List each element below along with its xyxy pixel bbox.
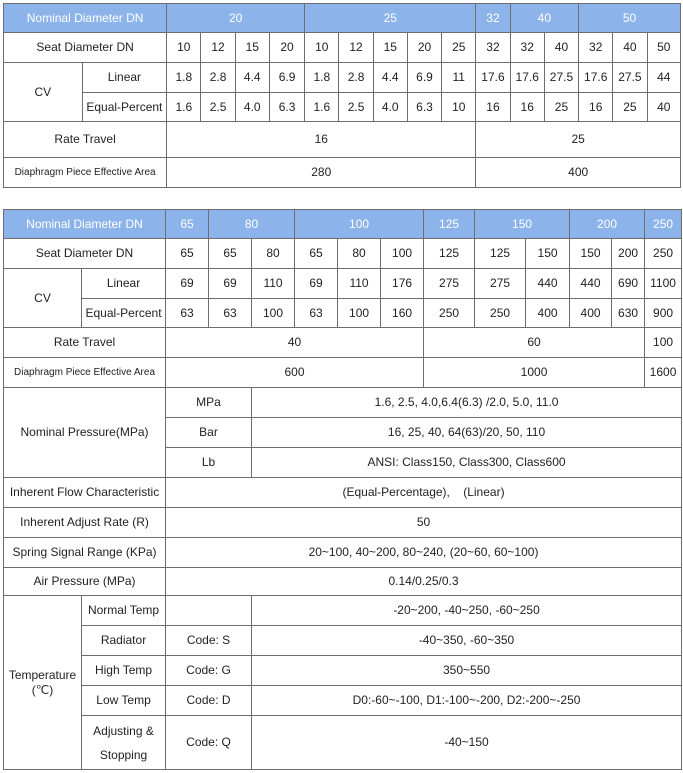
cv-equal-row: [4, 93, 681, 122]
dn-group-header: 25: [305, 4, 476, 33]
inherent-adjust-row: [4, 508, 682, 538]
cv-equal-label: Equal-Percent: [82, 299, 166, 328]
diaphragm-row: [4, 158, 681, 188]
cv-equal-value: 25: [544, 93, 578, 122]
cv-linear-value: 110: [338, 269, 381, 299]
temperature-row: [4, 596, 682, 626]
temp-type: High Temp: [82, 656, 166, 686]
temp-value: 350~550: [252, 656, 682, 686]
seat-value: 200: [612, 239, 645, 269]
diaphragm-label: Diaphragm Piece Effective Area: [4, 358, 166, 388]
seat-value: 150: [526, 239, 570, 269]
seat-value: 12: [201, 33, 235, 63]
cv-linear-value: 69: [295, 269, 338, 299]
cv-equal-value: 6.3: [407, 93, 441, 122]
temp-code: Code: Q: [166, 716, 252, 770]
seat-value: 32: [510, 33, 544, 63]
temperature-row: [4, 716, 682, 770]
dn-group-header: 32: [476, 4, 510, 33]
cv-linear-value: 11: [442, 63, 476, 93]
cv-equal-value: 250: [424, 299, 475, 328]
rate-travel-value: 60: [424, 328, 645, 358]
cv-linear-value: 4.4: [235, 63, 269, 93]
temperature-title: Temperature: [8, 667, 77, 682]
spring-signal-value: 20~100, 40~200, 80~240, (20~60, 60~100): [166, 538, 682, 568]
seat-diameter-label: Seat Diameter DN: [4, 33, 167, 63]
seat-value: 25: [442, 33, 476, 63]
temp-value: -40~350, -60~350: [252, 626, 682, 656]
cv-equal-value: 16: [476, 93, 510, 122]
cv-equal-value: 400: [526, 299, 570, 328]
cv-linear-value: 2.8: [201, 63, 235, 93]
temp-type: Low Temp: [82, 686, 166, 716]
temp-value: -20~200, -40~250, -60~250: [252, 596, 682, 626]
cv-equal-value: 1.6: [167, 93, 201, 122]
seat-value: 65: [166, 239, 209, 269]
temp-value: D0:-60~-100, D1:-100~-200, D2:-200~-250: [252, 686, 682, 716]
rate-travel-row: [4, 328, 682, 358]
nominal-diameter-header: Nominal Diameter DN: [4, 210, 166, 239]
cv-equal-value: 4.0: [373, 93, 407, 122]
cv-linear-value: 69: [166, 269, 209, 299]
seat-value: 15: [235, 33, 269, 63]
dn-group-header: 125: [424, 210, 475, 239]
rate-travel-row: [4, 122, 681, 158]
seat-diameter-row: [4, 239, 682, 269]
temperature-row: [4, 626, 682, 656]
temperature-row: [4, 686, 682, 716]
cv-linear-value: 27.5: [613, 63, 647, 93]
cv-equal-value: 400: [570, 299, 612, 328]
inherent-flow-value: (Equal-Percentage), (Linear): [166, 478, 682, 508]
pressure-unit: MPa: [166, 388, 252, 418]
diaphragm-value: 280: [167, 158, 476, 188]
cv-linear-value: 1100: [645, 269, 682, 299]
cv-linear-value: 6.9: [269, 63, 304, 93]
diaphragm-label: Diaphragm Piece Effective Area: [4, 158, 167, 188]
header-row: [4, 210, 682, 239]
rate-travel-value: 100: [645, 328, 682, 358]
pressure-unit: Lb: [166, 448, 252, 478]
cv-equal-value: 2.5: [201, 93, 235, 122]
seat-value: 20: [407, 33, 441, 63]
dn-group-header: 65: [166, 210, 209, 239]
rate-travel-value: 25: [476, 122, 681, 158]
seat-value: 12: [339, 33, 373, 63]
cv-equal-value: 6.3: [269, 93, 304, 122]
cv-linear-value: 27.5: [544, 63, 578, 93]
temp-value: -40~150: [252, 716, 682, 770]
temp-code: Code: D: [166, 686, 252, 716]
cv-equal-value: 40: [647, 93, 680, 122]
cv-linear-value: 69: [209, 269, 252, 299]
temp-type: Adjusting & Stopping: [82, 716, 166, 770]
cv-linear-label: Linear: [82, 63, 167, 93]
seat-value: 80: [338, 239, 381, 269]
nominal-pressure-label: Nominal Pressure(MPa): [4, 388, 166, 478]
diaphragm-row: [4, 358, 682, 388]
dn-group-header: 200: [570, 210, 645, 239]
inherent-flow-row: [4, 478, 682, 508]
seat-value: 40: [613, 33, 647, 63]
cv-linear-label: Linear: [82, 269, 166, 299]
cv-equal-value: 2.5: [339, 93, 373, 122]
cv-equal-value: 63: [166, 299, 209, 328]
cv-equal-value: 4.0: [235, 93, 269, 122]
cv-linear-value: 275: [475, 269, 526, 299]
cv-linear-value: 690: [612, 269, 645, 299]
cv-equal-value: 10: [442, 93, 476, 122]
cv-equal-value: 100: [252, 299, 295, 328]
cv-equal-value: 1.6: [305, 93, 339, 122]
cv-equal-value: 63: [209, 299, 252, 328]
dn-group-header: 100: [295, 210, 424, 239]
cv-linear-value: 275: [424, 269, 475, 299]
inherent-flow-label: Inherent Flow Characteristic: [4, 478, 166, 508]
temp-type: Radiator: [82, 626, 166, 656]
cv-linear-value: 6.9: [407, 63, 441, 93]
seat-value: 32: [476, 33, 510, 63]
diaphragm-value: 1600: [645, 358, 682, 388]
diaphragm-value: 400: [476, 158, 681, 188]
cv-linear-value: 44: [647, 63, 680, 93]
seat-value: 10: [305, 33, 339, 63]
cv-linear-row: [4, 63, 681, 93]
pressure-value: 16, 25, 40, 64(63)/20, 50, 110: [252, 418, 682, 448]
temperature-unit: (℃): [31, 682, 54, 697]
cv-linear-value: 176: [381, 269, 424, 299]
cv-label: CV: [4, 63, 83, 122]
seat-value: 40: [544, 33, 578, 63]
cv-equal-value: 63: [295, 299, 338, 328]
seat-diameter-label: Seat Diameter DN: [4, 239, 166, 269]
diaphragm-value: 1000: [424, 358, 645, 388]
inherent-adjust-value: 50: [166, 508, 682, 538]
header-row: [4, 4, 681, 33]
diaphragm-value: 600: [166, 358, 424, 388]
temperature-label: [4, 596, 82, 770]
temp-code: Code: G: [166, 656, 252, 686]
air-pressure-row: [4, 568, 682, 596]
cv-equal-value: 630: [612, 299, 645, 328]
cv-linear-value: 110: [252, 269, 295, 299]
cv-linear-value: 440: [526, 269, 570, 299]
inherent-adjust-label: Inherent Adjust Rate (R): [4, 508, 166, 538]
cv-equal-value: 25: [613, 93, 647, 122]
seat-value: 65: [295, 239, 338, 269]
cv-linear-value: 1.8: [305, 63, 339, 93]
air-pressure-label: Air Pressure (MPa): [4, 568, 166, 596]
pressure-unit: Bar: [166, 418, 252, 448]
temp-code: Code: S: [166, 626, 252, 656]
dn-group-header: 250: [645, 210, 682, 239]
cv-linear-value: 17.6: [510, 63, 544, 93]
rate-travel-label: Rate Travel: [4, 122, 167, 158]
pressure-value: 1.6, 2.5, 4.0,6.4(6.3) /2.0, 5.0, 11.0: [252, 388, 682, 418]
cv-linear-value: 17.6: [476, 63, 510, 93]
temp-type: Normal Temp: [82, 596, 166, 626]
temp-code: [166, 596, 252, 626]
spec-table-large-dn: [3, 209, 682, 770]
seat-value: 150: [570, 239, 612, 269]
cv-equal-value: 160: [381, 299, 424, 328]
spring-signal-row: [4, 538, 682, 568]
cv-equal-value: 16: [510, 93, 544, 122]
dn-group-header: 150: [475, 210, 570, 239]
cv-linear-value: 2.8: [339, 63, 373, 93]
cv-equal-label: Equal-Percent: [82, 93, 167, 122]
pressure-value: ANSI: Class150, Class300, Class600: [252, 448, 682, 478]
dn-group-header: 80: [209, 210, 295, 239]
cv-linear-value: 4.4: [373, 63, 407, 93]
seat-value: 50: [647, 33, 680, 63]
cv-linear-value: 17.6: [579, 63, 613, 93]
cv-equal-value: 100: [338, 299, 381, 328]
dn-group-header: 50: [579, 4, 681, 33]
seat-value: 15: [373, 33, 407, 63]
dn-group-header: 40: [510, 4, 578, 33]
spec-table-small-dn: [3, 3, 681, 188]
seat-value: 32: [579, 33, 613, 63]
cv-linear-value: 1.8: [167, 63, 201, 93]
seat-value: 20: [269, 33, 304, 63]
nominal-diameter-header: Nominal Diameter DN: [4, 4, 167, 33]
air-pressure-value: 0.14/0.25/0.3: [166, 568, 682, 596]
seat-value: 80: [252, 239, 295, 269]
seat-value: 100: [381, 239, 424, 269]
rate-travel-value: 40: [166, 328, 424, 358]
seat-value: 125: [424, 239, 475, 269]
cv-equal-value: 900: [645, 299, 682, 328]
seat-diameter-row: [4, 33, 681, 63]
rate-travel-label: Rate Travel: [4, 328, 166, 358]
cv-linear-value: 440: [570, 269, 612, 299]
seat-value: 65: [209, 239, 252, 269]
seat-value: 250: [645, 239, 682, 269]
cv-equal-value: 16: [579, 93, 613, 122]
cv-equal-row: [4, 299, 682, 328]
nominal-pressure-row: [4, 388, 682, 418]
cv-label: CV: [4, 269, 82, 328]
seat-value: 10: [167, 33, 201, 63]
seat-value: 125: [475, 239, 526, 269]
cv-linear-row: [4, 269, 682, 299]
dn-group-header: 20: [167, 4, 305, 33]
temperature-row: [4, 656, 682, 686]
rate-travel-value: 16: [167, 122, 476, 158]
cv-equal-value: 250: [475, 299, 526, 328]
spring-signal-label: Spring Signal Range (KPa): [4, 538, 166, 568]
